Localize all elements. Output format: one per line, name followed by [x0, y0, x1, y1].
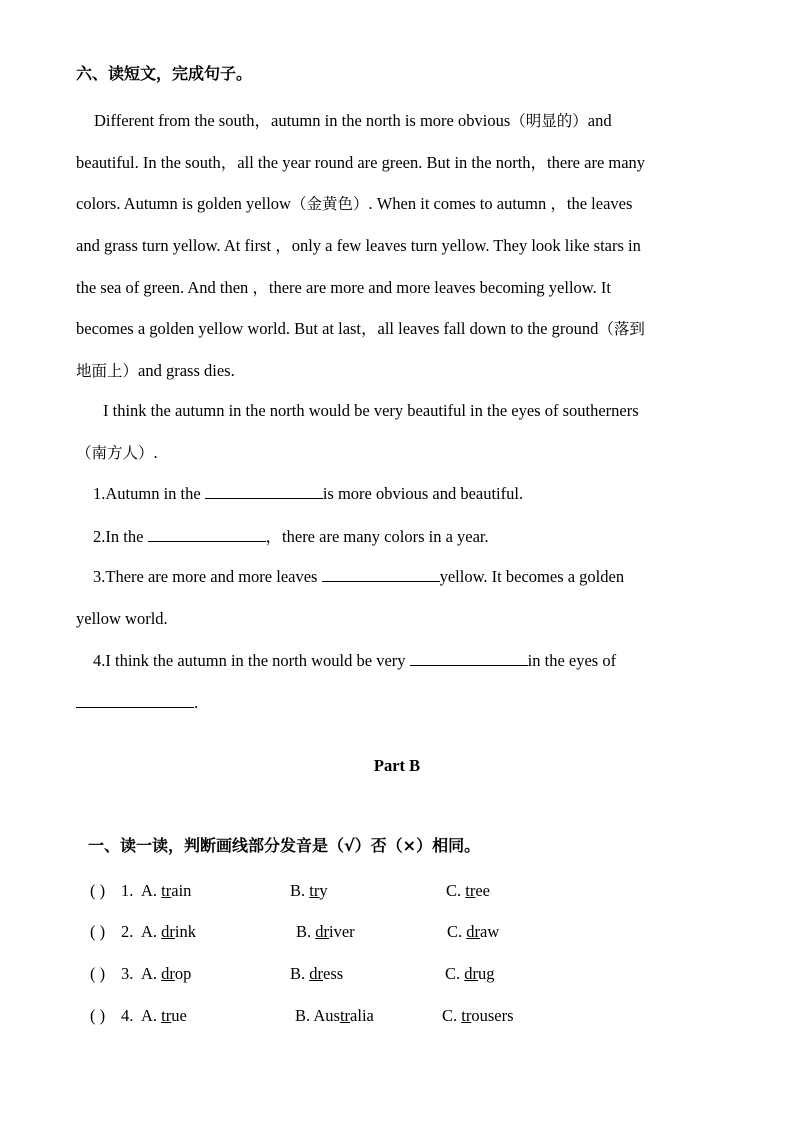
- question-3-continuation: yellow world.: [76, 609, 168, 628]
- passage-line-1: Different from the south，autumn in the north is more obvious（明显的）and: [94, 111, 612, 130]
- option-a: A. train: [141, 881, 192, 900]
- option-b: B. driver: [296, 922, 355, 941]
- passage-line-3: colors. Autumn is golden yellow（金黄色）. When it comes to autumn ，the leaves: [76, 194, 633, 213]
- passage-line-6: becomes a golden yellow world. But at last，all leaves fall down to the ground（落到: [76, 319, 645, 338]
- phonics-item-3: ( ) 3. A. drop B. dress C. drug: [90, 964, 495, 983]
- option-a: A. true: [141, 1006, 187, 1025]
- answer-blank-2[interactable]: [148, 527, 266, 542]
- phonics-item-4: ( ) 4. A. true B. Australia C. trousers: [90, 1006, 514, 1025]
- option-c: C. trousers: [442, 1006, 514, 1025]
- option-b: B. try: [290, 881, 328, 900]
- answer-paren-4[interactable]: ( ): [90, 1006, 106, 1025]
- option-a: A. drink: [141, 922, 197, 941]
- question-4-continuation: .: [76, 693, 198, 713]
- passage-line-7: 地面上）and grass dies.: [76, 361, 235, 380]
- question-2: 2.In the ，there are many colors in a year.: [93, 527, 489, 546]
- passage-line-5: the sea of green. And then ，there are more and more leaves becoming yellow. It: [76, 278, 611, 297]
- passage-line-4: and grass turn yellow. At first ，only a few leaves turn yellow. They look like stars in: [76, 236, 641, 255]
- option-b: B. dress: [290, 964, 344, 983]
- option-c: C. drug: [445, 964, 495, 983]
- question-1: 1.Autumn in the is more obvious and beautiful.: [93, 484, 524, 503]
- option-b: B. Australia: [295, 1006, 374, 1025]
- phonics-item-1: ( ) 1. A. train B. try C. tree: [90, 881, 491, 900]
- answer-blank-1[interactable]: [205, 484, 323, 499]
- part-b-title: Part B: [373, 756, 421, 775]
- answer-paren-1[interactable]: ( ): [90, 881, 106, 900]
- phonics-item-2: ( ) 2. A. drink B. driver C. draw: [90, 922, 500, 941]
- question-4: 4.I think the autumn in the north would be very in the eyes of: [93, 651, 617, 670]
- option-c: C. draw: [447, 922, 500, 941]
- answer-paren-2[interactable]: ( ): [90, 922, 106, 941]
- passage-line-2: beautiful. In the south，all the year round are green. But in the north，there are many: [76, 153, 646, 172]
- question-3: 3.There are more and more leaves yellow. It becomes a golden: [93, 567, 625, 586]
- answer-blank-3[interactable]: [322, 567, 440, 582]
- answer-paren-3[interactable]: ( ): [90, 964, 106, 983]
- section-heading: 六、读短文，完成句子。: [76, 64, 253, 83]
- paragraph-2-line-2: （南方人）.: [76, 443, 158, 462]
- part-b-heading: 一、读一读，判断画线部分发音是（√）否（×）相同。: [88, 836, 481, 855]
- answer-blank-5[interactable]: [76, 693, 194, 708]
- answer-blank-4[interactable]: [410, 651, 528, 666]
- paragraph-2-line-1: I think the autumn in the north would be very beautiful in the eyes of southerners: [103, 401, 639, 420]
- option-c: C. tree: [446, 881, 491, 900]
- option-a: A. drop: [141, 964, 192, 983]
